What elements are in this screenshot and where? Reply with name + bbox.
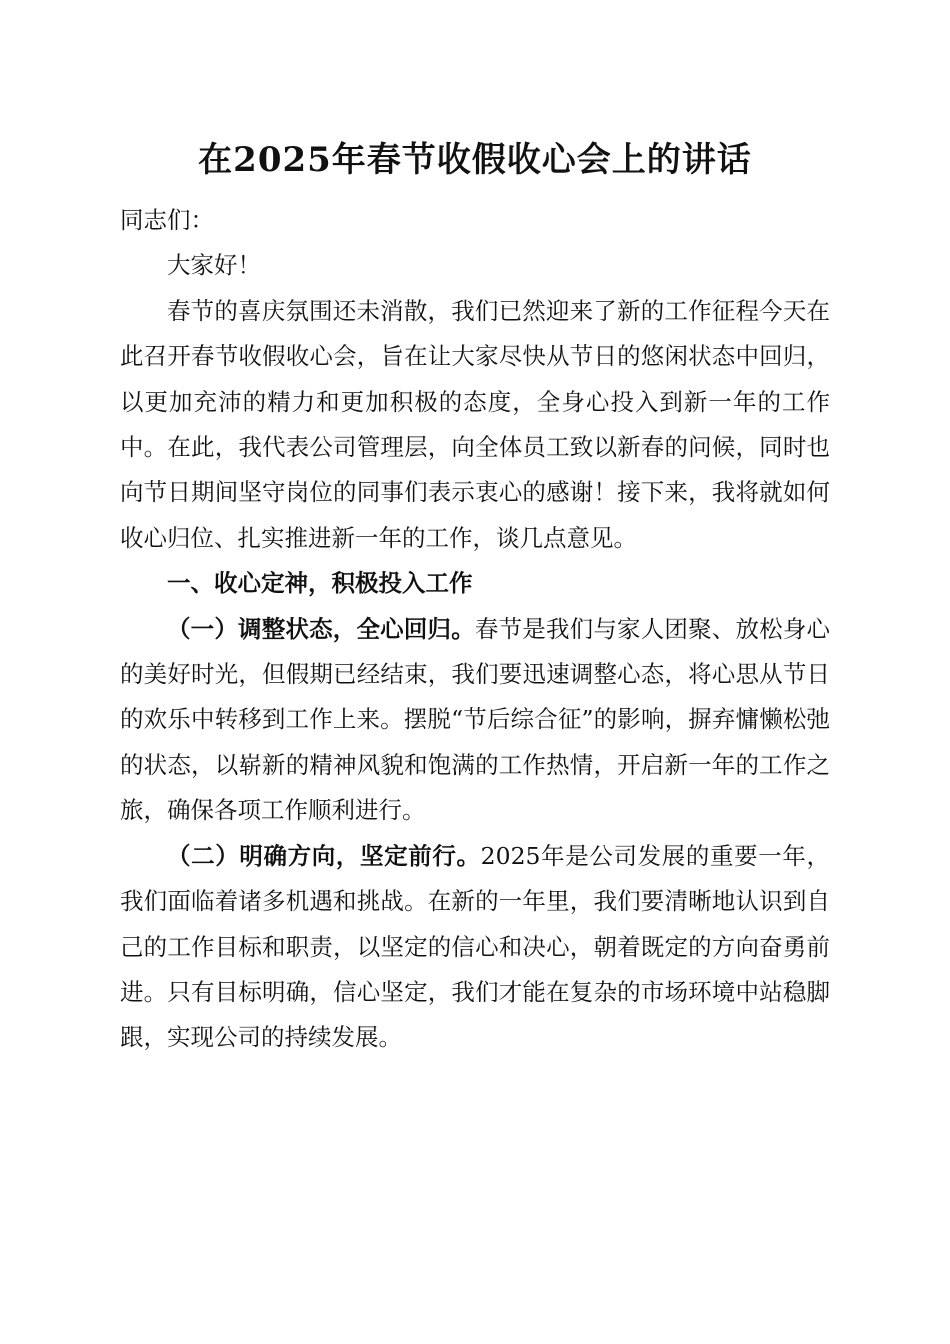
subsection-text-2: 2025年是公司发展的重要一年，我们面临着诸多机遇和挑战。在新的一年里，我们要清晰地认识到自己的工作目标和职责，以坚定的信心和决心，朝着既定的方向奋勇前进。只有目标明确，信心坚定，我们才能在复杂的市场环境中站稳脚跟，实现公司的持续发展。 [120, 841, 831, 1052]
subsection-paragraph-2 [120, 834, 830, 1061]
subsection-paragraph-1 [120, 607, 830, 834]
subsection-lead-1: （一）调整状态，全心回归。 [167, 614, 475, 643]
document-body [120, 198, 830, 1061]
intro-paragraph: 春节的喜庆氛围还未消散，我们已然迎来了新的工作征程今天在此召开春节收假收心会，旨在让大家尽快从节日的悠闲状态中回归，以更加充沛的精力和更加积极的态度，全身心投入到新一年的工作中。在此，我代表公司管理层，向全体员工致以新春的问候，同时也向节日期间坚守岗位的同事们表示衷心的感谢！接下来，我将就如何收心归位、扎实推进新一年的工作，谈几点意见。 [120, 296, 830, 552]
subsection-lead-2: （二）明确方向，坚定前行。 [167, 841, 481, 870]
document-title: 在2025年春节收假收心会上的讲话 [198, 140, 752, 180]
greeting: 大家好！ [167, 251, 261, 280]
section-heading: 一、收心定神，积极投入工作 [167, 569, 473, 598]
subsection-text-1: 春节是我们与家人团聚、放松身心的美好时光，但假期已经结束，我们要迅速调整心态，将心思从节日的欢乐中转移到工作上来。摆脱“节后综合征”的影响，摒弃慵懒松弛的状态，以崭新的精神风貌和饱满的工作热情，开启新一年的工作之旅，确保各项工作顺利进行。 [120, 614, 831, 825]
salutation: 同志们： [120, 206, 214, 234]
